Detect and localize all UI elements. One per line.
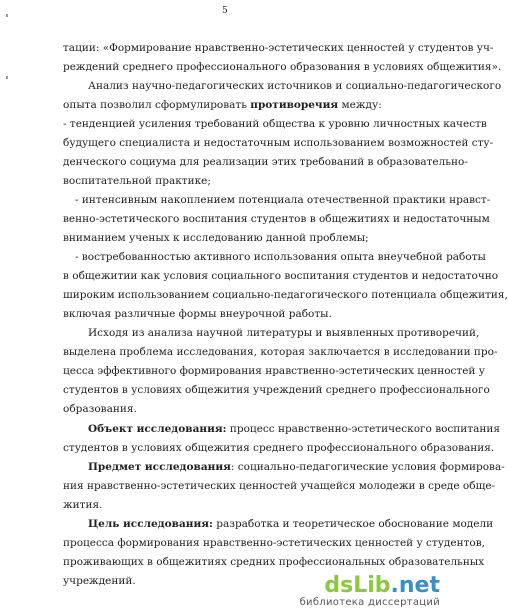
text-line: процесса формирования нравственно-эстетических ценностей у студентов, [63, 537, 485, 549]
heading-subject: Предмет исследования [88, 461, 231, 473]
text-line [88, 423, 500, 435]
text-line [88, 518, 493, 530]
text-line: денческого социума для реализации этих требований в образовательно- [63, 156, 468, 168]
text-line: Анализ научно-педагогических источников и социально-педагогического [88, 80, 502, 92]
watermark-logo [300, 575, 440, 597]
watermark-subtitle: библиотека диссертаций [299, 597, 440, 608]
text-span: опыта позволил сформулировать [63, 99, 247, 111]
text-line: студентов в условиях общежития учреждений среднего профессионального [63, 384, 490, 396]
text-line: проживающих в общежитиях средних профессиональных образовательных [63, 556, 485, 568]
scan-mark [6, 14, 8, 17]
text-line [88, 461, 505, 473]
text-span: между: [341, 99, 382, 111]
text-line: будущего специалиста и недостаточным использованием возможностей сту- [63, 137, 494, 149]
text-line: - тенденцией усиления требований общества к уровню личностных качеств [63, 118, 487, 130]
page-number: 5 [222, 6, 228, 16]
text-line: ния нравственно-эстетических ценностей учащейся молодежи в среде обще- [63, 480, 496, 492]
text-line [63, 99, 382, 111]
text-line: - интенсивным накоплением потенциала отечественной практики нравст- [75, 194, 491, 206]
watermark-logo-main: dsLib [324, 573, 391, 598]
heading-object: Объект исследования: [88, 423, 227, 435]
watermark [300, 575, 440, 608]
text-span: процесс нравственно-эстетического воспитания [229, 423, 500, 435]
text-line: в общежитии как условия социального воспитания студентов и недостаточно [63, 270, 499, 282]
text-span: : социально-педагогические условия формирова- [230, 461, 505, 473]
text-line: Исходя из анализа научной литературы и выявленных противоречий, [88, 327, 480, 339]
text-line: образования. [63, 403, 137, 415]
text-line: студентов в условиях общежития среднего профессионального образования. [63, 442, 495, 454]
text-line: широким использованием социально-педагогического потенциала общежития, [63, 289, 508, 301]
text-line: венно-эстетического воспитания студентов в общежитиях и недостаточным [63, 213, 490, 225]
text-line: вниманием ученых к исследованию данной проблемы; [63, 232, 369, 244]
text-line: цесса эффективного формирования нравственно-эстетических ценностей у [63, 365, 485, 377]
text-line: выделена проблема исследования, которая заключается в исследовании про- [63, 346, 498, 358]
scan-mark [6, 76, 8, 79]
text-line: тации: «Формирование нравственно-эстетических ценностей у студентов уч- [63, 42, 494, 54]
text-line: - востребованностью активного использования опыта внеучебной работы [75, 251, 486, 263]
text-line: воспитательной практике; [63, 175, 211, 187]
watermark-logo-ext: .net [390, 573, 440, 598]
heading-goal: Цель исследования: [88, 518, 213, 530]
text-line: реждений среднего профессионального образования в условиях общежития». [63, 61, 502, 73]
text-line: учреждений. [63, 575, 136, 587]
emphasis-contradictions: противоречия [250, 99, 339, 111]
text-line: включая различные формы внеурочной работы. [63, 308, 332, 320]
text-line: жития. [63, 499, 103, 511]
text-span: разработка и теоретическое обоснование модели [216, 518, 494, 530]
